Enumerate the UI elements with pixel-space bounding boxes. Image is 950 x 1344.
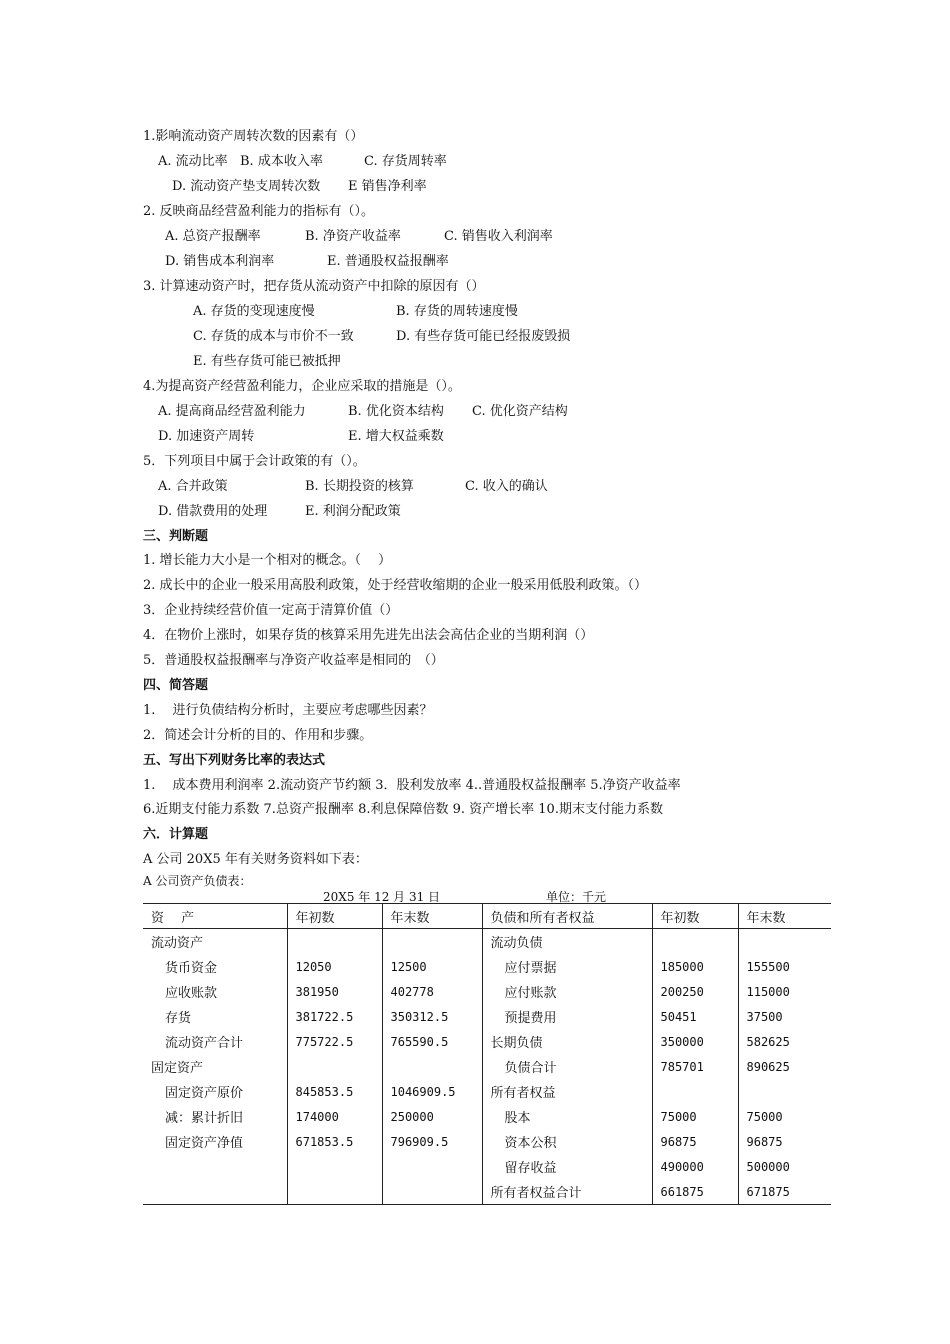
table-cell: 37500 [738,1004,831,1029]
table-cell [287,1154,382,1179]
table-cell: 785701 [652,1054,738,1079]
q1-option-e: E 销售净利率 [348,179,427,194]
table-cell: 存货 [165,1011,192,1026]
q5-option-a: A. 合并政策 [158,479,228,494]
ratios-line-1: 1. 成本费用利润率 2.流动资产节约额 3．股利发放率 4..普通股权益报酬率 5.净资产收益率 [143,778,681,793]
table-row [143,1129,831,1154]
table-cell [382,1154,482,1179]
ratios-line-2: 6.近期支付能力系数 7.总资产报酬率 8.利息保障倍数 9. 资产增长率 10.期末支付能力系数 [143,802,663,817]
table-cell: 381722.5 [287,1004,382,1029]
table-cell: 应付票据 [482,954,652,979]
table-row [143,954,831,979]
table-cell: 流动负债 [482,929,652,955]
table-cell: 预提费用 [482,1004,652,1029]
table-cell: 股本 [482,1104,652,1129]
table-cell: 负债合计 [482,1054,652,1079]
judgement-item: 3．企业持续经营价值一定高于清算价值（） [143,603,399,618]
q3-stem: 3. 计算速动资产时，把存货从流动资产中扣除的原因有（） [143,279,485,294]
balance-sheet-unit: 单位：千元 [546,890,607,904]
table-cell: 12050 [287,954,382,979]
table-row [143,1154,831,1179]
section-ratios-title: 五、写出下列财务比率的表达式 [143,753,326,768]
table-cell: 155500 [738,954,831,979]
judgement-item: 5．普通股权益报酬率与净资产收益率是相同的 （） [143,653,444,668]
table-cell [652,929,738,955]
table-cell: 200250 [652,979,738,1004]
table-cell [287,1054,382,1079]
q1-option-b: B. 成本收入率 [240,154,323,169]
table-row [143,1004,831,1029]
q5-option-d: D. 借款费用的处理 [158,504,268,519]
table-cell: 765590.5 [382,1029,482,1054]
table-cell: 96875 [652,1129,738,1154]
judgement-item: 2. 成长中的企业一般采用高股利政策，处于经营收缩期的企业一般采用低股利政策。（） [143,578,648,593]
q3-option-d: D. 有些存货可能已经报废毁损 [396,329,571,344]
table-row [143,929,831,955]
balance-sheet-date: 20X5 年 12 月 31 日 [323,890,441,904]
q2-stem: 2. 反映商品经营盈利能力的指标有（）。 [143,204,375,219]
table-cell [738,1079,831,1104]
table-cell: 250000 [382,1104,482,1129]
judgement-item: 1. 增长能力大小是一个相对的概念。（ ） [143,553,392,568]
table-cell: 资本公积 [482,1129,652,1154]
table-cell [287,1179,382,1205]
table-cell: 350000 [652,1029,738,1054]
table-cell: 长期负债 [482,1029,652,1054]
table-cell [738,929,831,955]
table-cell: 留存收益 [482,1154,652,1179]
q1-option-a: A. 流动比率 [158,154,228,169]
q1-option-c: C. 存货周转率 [364,154,447,169]
table-cell [143,1154,287,1179]
short-answer-item: 2．简述会计分析的目的、作用和步骤。 [143,728,373,743]
q5-stem: 5．下列项目中属于会计政策的有（）。 [143,454,366,469]
q2-option-d: D. 销售成本利润率 [165,254,275,269]
balance-sheet-table [143,903,831,1205]
header-end: 年末数 [738,904,831,929]
q4-option-d: D. 加速资产周转 [158,429,255,444]
q4-option-e: E. 增大权益乘数 [348,429,444,444]
header-begin: 年初数 [287,904,382,929]
table-cell: 490000 [652,1154,738,1179]
table-cell: 12500 [382,954,482,979]
table-header-row [143,904,831,929]
header-end: 年末数 [382,904,482,929]
table-cell: 所有者权益合计 [482,1179,652,1205]
q3-option-a: A. 存货的变现速度慢 [193,304,315,319]
q5-option-c: C. 收入的确认 [465,479,548,494]
q3-option-c: C. 存货的成本与市价不一致 [193,329,354,344]
table-cell: 174000 [287,1104,382,1129]
table-cell: 671853.5 [287,1129,382,1154]
section-calculation-title: 六．计算题 [143,827,209,842]
q2-option-c: C. 销售收入利润率 [444,229,553,244]
table-cell: 1046909.5 [382,1079,482,1104]
table-row [143,1179,831,1205]
table-cell [382,929,482,955]
table-cell [652,1079,738,1104]
q1-option-d: D. 流动资产垫支周转次数 [172,179,321,194]
table-cell: 固定资产 [151,1061,204,1076]
table-cell: 应付账款 [482,979,652,1004]
header-begin: 年初数 [652,904,738,929]
section-short-answer-title: 四、简答题 [143,678,209,693]
table-cell: 115000 [738,979,831,1004]
table-cell: 50451 [652,1004,738,1029]
q5-option-b: B. 长期投资的核算 [305,479,414,494]
table-cell: 582625 [738,1029,831,1054]
table-cell [143,1179,287,1205]
table-cell: 185000 [652,954,738,979]
table-cell: 845853.5 [287,1079,382,1104]
table-row [143,1029,831,1054]
table-cell: 890625 [738,1054,831,1079]
table-cell: 固定资产净值 [165,1136,244,1151]
table-cell: 350312.5 [382,1004,482,1029]
table-row [143,1104,831,1129]
table-cell: 671875 [738,1179,831,1205]
table-cell: 75000 [738,1104,831,1129]
table-cell: 500000 [738,1154,831,1179]
table-row [143,1079,831,1104]
table-cell: 75000 [652,1104,738,1129]
q1-stem: 1.影响流动资产周转次数的因素有（） [143,129,364,144]
q4-stem: 4.为提高资产经营盈利能力，企业应采取的措施是（）。 [143,379,461,394]
table-cell: 775722.5 [287,1029,382,1054]
table-cell: 流动资产合计 [165,1036,244,1051]
q4-option-b: B. 优化资本结构 [348,404,444,419]
table-cell: 货币资金 [165,961,218,976]
balance-sheet-title: A 公司资产负债表： [143,874,252,888]
table-cell: 应收账款 [165,986,218,1001]
calculation-intro: A 公司 20X5 年有关财务资料如下表： [143,852,368,867]
table-cell [382,1179,482,1205]
table-cell: 固定资产原价 [165,1086,244,1101]
table-row [143,979,831,1004]
header-assets: 资 产 [143,904,287,929]
table-cell: 796909.5 [382,1129,482,1154]
judgement-item: 4．在物价上涨时，如果存货的核算采用先进先出法会高估企业的当期利润（） [143,628,594,643]
short-answer-item: 1. 进行负债结构分析时，主要应考虑哪些因素？ [143,703,433,718]
q2-option-b: B. 净资产收益率 [305,229,401,244]
q3-option-b: B. 存货的周转速度慢 [396,304,518,319]
table-cell: 所有者权益 [482,1079,652,1104]
q3-option-e: E. 有些存货可能已被抵押 [193,354,341,369]
table-cell: 流动资产 [151,936,204,951]
q2-option-e: E. 普通股权益报酬率 [327,254,449,269]
table-cell: 661875 [652,1179,738,1205]
q4-option-a: A. 提高商品经营盈利能力 [158,404,306,419]
table-cell [287,929,382,955]
q5-option-e: E. 利润分配政策 [305,504,401,519]
header-liabilities-equity: 负债和所有者权益 [482,904,652,929]
table-cell: 402778 [382,979,482,1004]
table-cell [382,1054,482,1079]
section-judgement-title: 三、判断题 [143,529,209,544]
table-cell: 减：累计折旧 [165,1111,244,1126]
q2-option-a: A. 总资产报酬率 [165,229,261,244]
table-cell: 381950 [287,979,382,1004]
q4-option-c: C. 优化资产结构 [472,404,568,419]
table-row [143,1054,831,1079]
table-cell: 96875 [738,1129,831,1154]
